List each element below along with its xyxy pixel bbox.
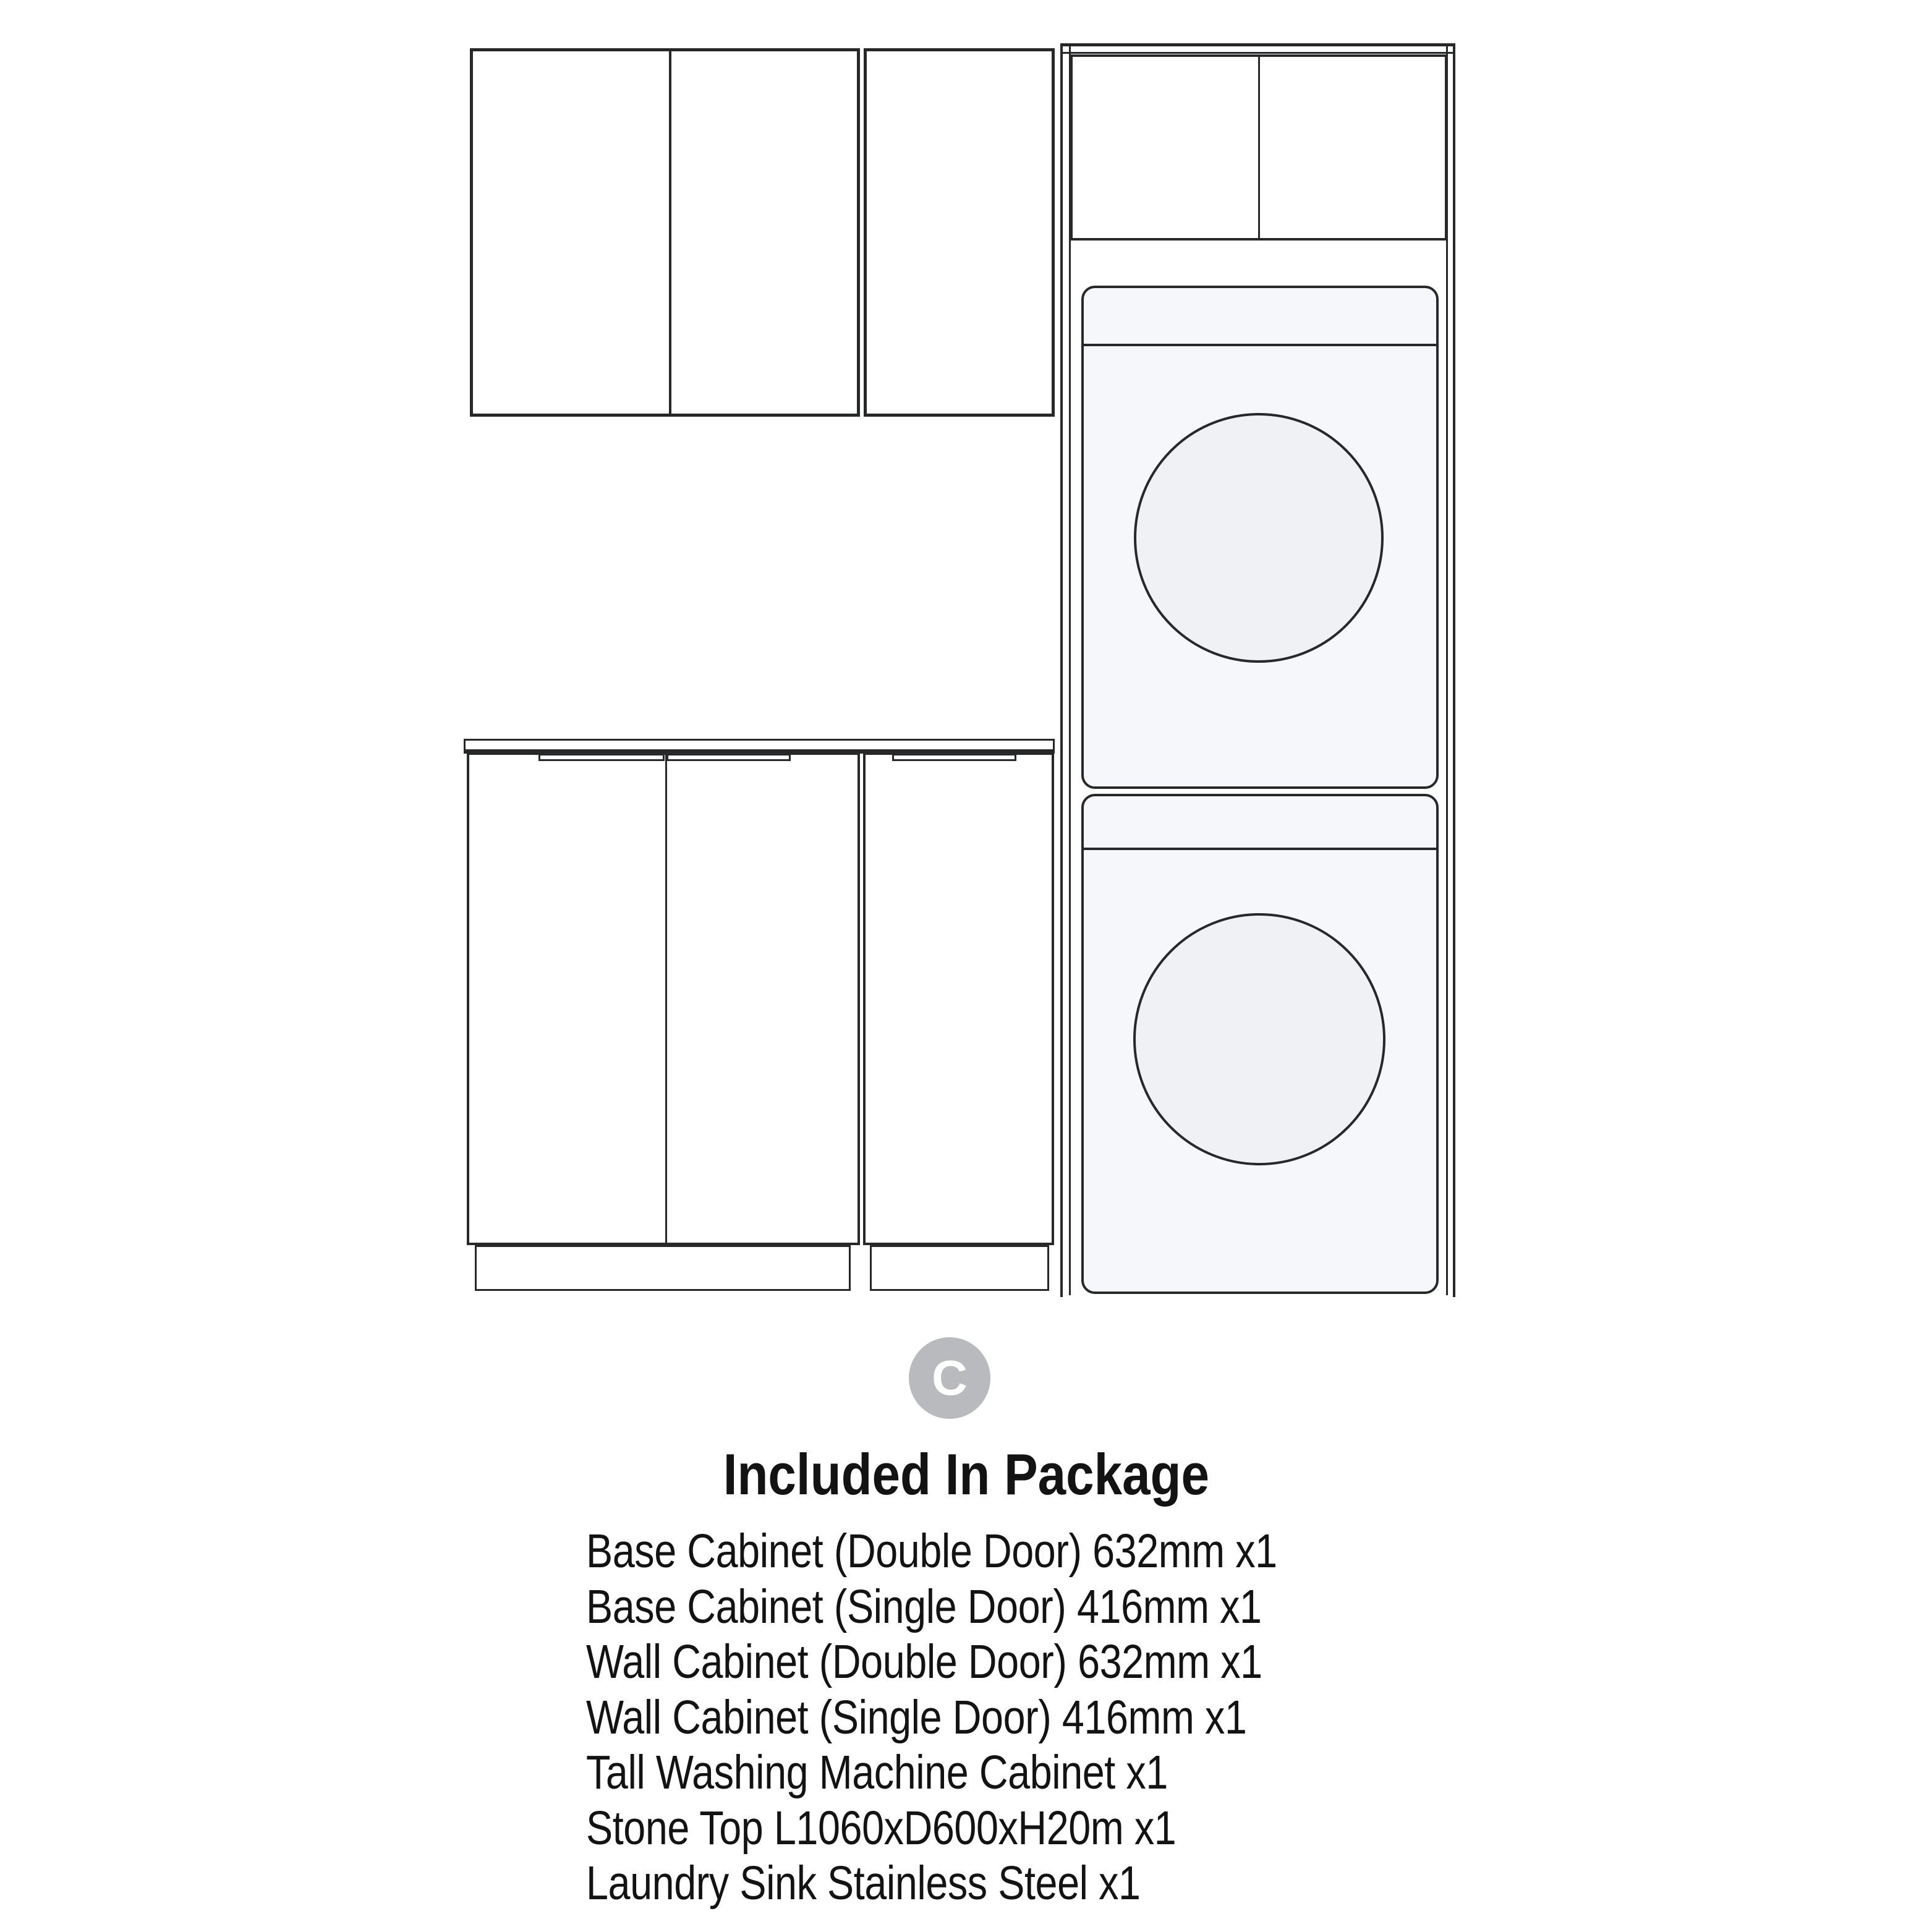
washing-machine-upper-panel-line [1083,344,1437,346]
door-handle [538,754,665,761]
page-title-text: Included In Package [723,1442,1209,1507]
wall-cabinet-door-gap-line [669,51,671,414]
stone-top [464,739,1055,754]
base-cabinet-double-door [467,752,860,1245]
package-item: Laundry Sink Stainless Steel x1 [586,1857,1141,1910]
package-list [586,1524,1409,1912]
base-cabinet-door-gap-line [665,755,667,1243]
package-item: Base Cabinet (Single Door) 416mm x1 [586,1580,1262,1633]
package-item: Tall Washing Machine Cabinet x1 [586,1746,1168,1799]
door-handle [666,754,791,761]
package-item: Base Cabinet (Double Door) 632mm x1 [586,1525,1277,1578]
washing-machine-lower-panel-line [1083,848,1437,850]
washing-machine-lower-door-icon [1133,913,1385,1165]
c-badge [909,1337,990,1419]
wall-cabinet-single-door [864,48,1055,417]
base-cabinet-single-door [863,752,1054,1245]
door-handle [892,754,1016,761]
tall-cabinet-top-panel-line [1063,52,1453,54]
tall-cabinet-door-gap-line [1258,57,1260,238]
package-item: Stone Top L1060xD600xH20m x1 [586,1801,1177,1855]
package-item: Wall Cabinet (Single Door) 416mm x1 [586,1690,1247,1744]
page-title [0,1442,1932,1507]
package-item: Wall Cabinet (Double Door) 632mm x1 [586,1635,1262,1688]
c-badge-label: C [932,1350,968,1405]
kickboard [475,1245,851,1291]
kickboard [870,1245,1049,1291]
wall-cabinet-double-door [470,48,860,417]
washing-machine-upper-door-icon [1134,413,1384,663]
